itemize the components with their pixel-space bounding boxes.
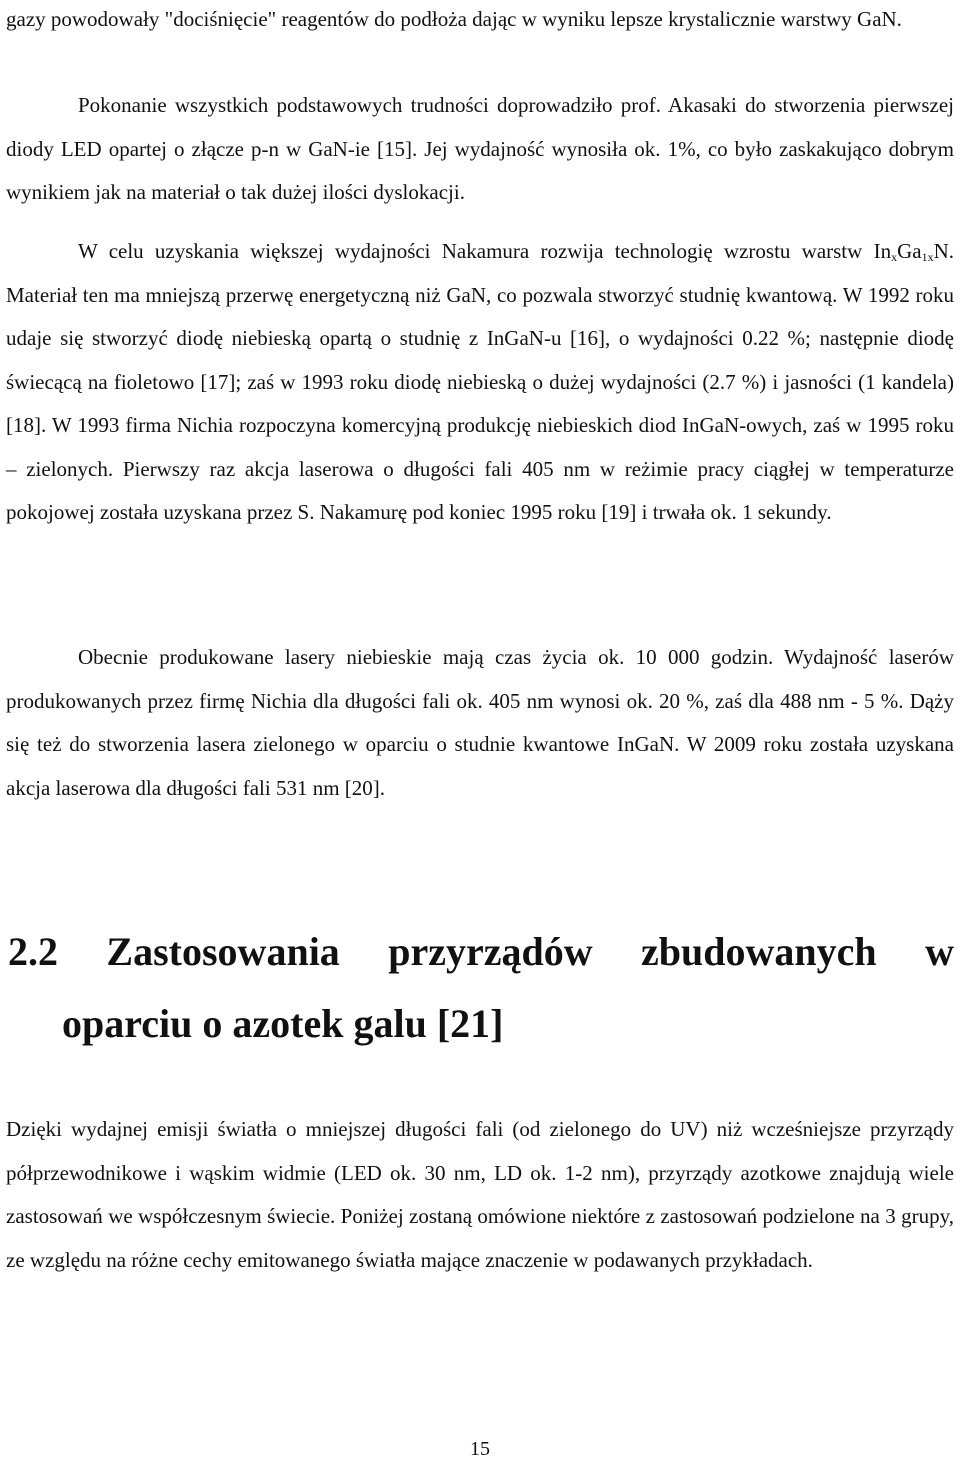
paragraph-5: Dzięki wydajnej emisji światła o mniejszej długości fali (od zielonego do UV) niż wcześniejsze przyrządy półprzewodnikowe i wąskim widmie (LED ok. 30 nm, LD ok. 1-2 nm), przyrządy azotkowe znajdują wiele zastosowań we współczesnym świecie. Poniżej zostaną omówione niektóre z zastosowań podzielone na 3 grupy, ze względu na różne cechy emitowanego światła mające znaczenie w podawanych przykładach.: [6, 1117, 954, 1272]
paragraph-3-body: Materiał ten ma mniejszą przerwę energetyczną niż GaN, co pozwala stworzyć studnię kwantową. W 1992 roku udaje się stworzyć diodę niebieską opartą o studnię z InGaN-u [16], o wydajności 0.22 %; następnie diodę świecącą na fioletowo [17]; zaś w 1993 roku diodę niebieską o dużej wydajności (2.7 %) i jasności (1 kandela) [18]. W 1993 firma Nichia rozpoczyna komercyjną produkcję niebieskich diod InGaN-owych, zaś w 1995 roku – zielonych. Pierwszy raz akcja laserowa o długości fali 405 nm w reżimie pracy ciągłej w temperaturze pokojowej została uzyskana przez S. Nakamurę pod koniec 1995 roku [19] i trwała ok. 1 sekundy.: [6, 282, 954, 524]
paragraph-3-intro: W celu uzyskania większej wydajności Nakamura rozwija technologię wzrostu warstw: [78, 239, 863, 263]
paragraph-1: gazy powodowały "dociśnięcie" reagentów do podłoża dając w wyniku lepsze krystalicznie warstwy GaN.: [6, 7, 902, 31]
page-number: 15: [470, 1438, 490, 1460]
paragraph-3: [6, 230, 954, 535]
ingan-formula: $In_xGa_{1x}N$.: [873, 239, 954, 264]
section-heading: [6, 916, 954, 1060]
paragraph-2: Pokonanie wszystkich podstawowych trudności doprowadziło prof. Akasaki do stworzenia pierwszej diody LED opartej o złącze p-n w GaN-ie [15]. Jej wydajność wynosiła ok. 1%, co było zaskakująco dobrym wynikiem jak na materiał o tak dużej ilości dyslokacji.: [6, 93, 954, 204]
section-heading-line-2: oparciu o azotek galu [21]: [62, 1001, 504, 1046]
section-heading-line-1: 2.2 Zastosowania przyrządów zbudowanych w: [8, 929, 954, 974]
paragraph-4: Obecnie produkowane lasery niebieskie mają czas życia ok. 10 000 godzin. Wydajność laserów produkowanych przez firmę Nichia dla długości fali ok. 405 nm wynosi ok. 20 %, zaś dla 488 nm - 5 %. Dąży się też do stworzenia lasera zielonego w oparciu o studnie kwantowe InGaN. W 2009 roku została uzyskana akcja laserowa dla długości fali 531 nm [20].: [6, 645, 954, 800]
